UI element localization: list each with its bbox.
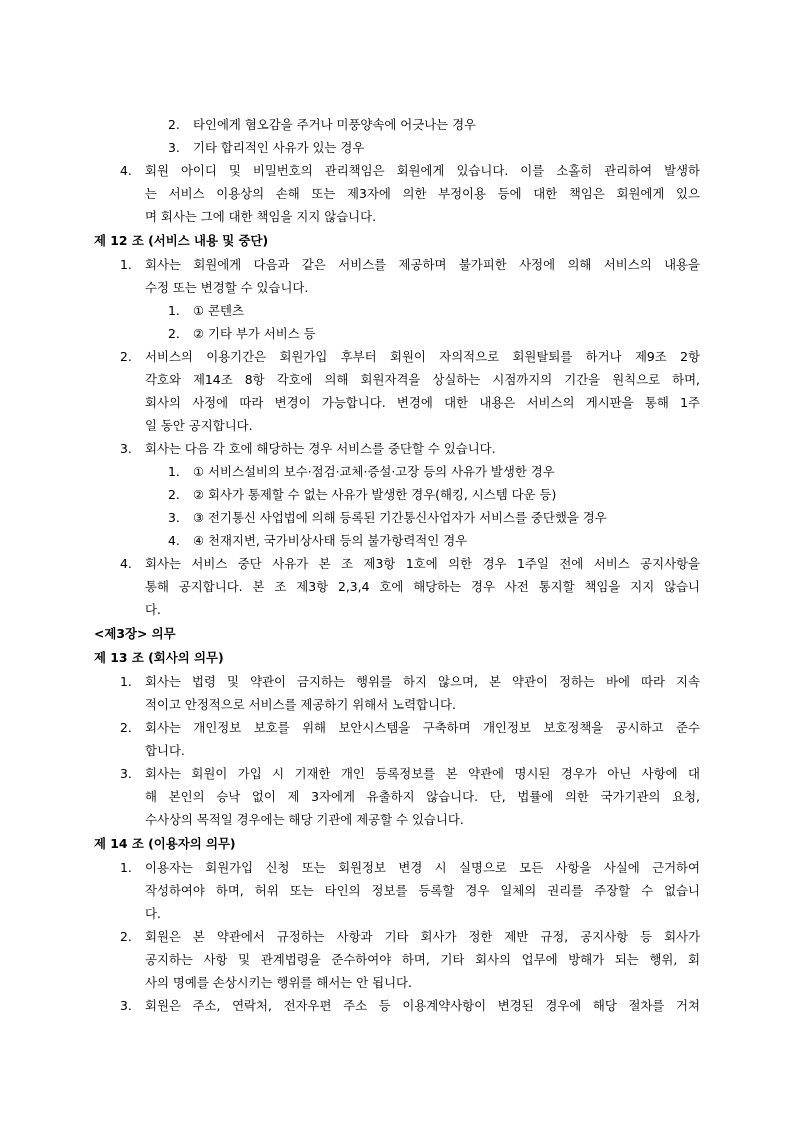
chapter-heading: <제3장> 의무 [94,626,176,641]
list-number: 4. [120,556,132,571]
paragraph-line: 회사의 사정에 따라 변경이 가능합니다. 변경에 대한 내용은 서비스의 게시판을 통해 1주 [145,395,700,410]
sub-item-text: ② 회사가 통제할 수 없는 사유가 발생한 경우(해킹, 시스템 다운 등) [193,487,557,502]
paragraph-line: 회사는 회원에게 다음과 같은 서비스를 제공하며 불가피한 사정에 의해 서비스의 내용을 [145,257,700,272]
list-number: 2. [120,929,132,944]
paragraph-line: 회사는 법령 및 약관이 금지하는 행위를 하지 않으며, 본 약관이 정하는 바에 따라 지속 [145,674,700,689]
paragraph-line: 며 회사는 그에 대한 책임을 지지 않습니다. [145,209,377,224]
paragraph-line: 작성하여야 하며, 허위 또는 타인의 정보를 등록할 경우 일체의 권리를 주장할 수 없습니 [145,883,700,898]
list-number: 2. [168,487,180,502]
sub-item-text: ③ 전기통신 사업법에 의해 등록된 기간통신사업자가 서비스를 중단했을 경우 [193,510,607,525]
sub-item-text: ① 서비스설비의 보수·점검·교체·증설·고장 등의 사유가 발생한 경우 [193,464,555,479]
paragraph-line: 이용자는 회원가입 신청 또는 회원정보 변경 시 실명으로 모든 사항을 사실에 근거하여 [145,860,700,875]
paragraph-line: 다. [145,906,161,921]
paragraph-line: 회사는 회원이 가입 시 기재한 개인 등록정보를 본 약관에 명시된 경우가 아닌 사항에 대 [145,766,700,781]
paragraph-line: 다. [145,602,161,617]
paragraph-line: 회사는 다음 각 호에 해당하는 경우 서비스를 중단할 수 있습니다. [145,441,496,456]
paragraph-line: 통해 공지합니다. 본 조 제3항 2,3,4 호에 해당하는 경우 사전 통지할 책임을 지지 않습니 [145,579,700,594]
sub-item-text: ④ 천재지변, 국가비상사태 등의 불가항력적인 경우 [193,533,468,548]
paragraph-line: 공지하는 사항 및 관계법령을 준수하여야 하며, 기타 회사의 업무에 방해가 되는 행위, 회 [145,952,700,967]
paragraph-line: 회원은 본 약관에서 규정하는 사항과 기타 회사가 정한 제반 규정, 공지사항 등 회사가 [145,929,700,944]
paragraph-line: 해 본인의 승낙 없이 제 3자에게 유출하지 않습니다. 단, 법률에 의한 국가기관의 요청, [145,789,700,804]
article-12-heading: 제 12 조 (서비스 내용 및 중단) [94,233,269,248]
paragraph-line: 사의 명예를 손상시키는 행위를 해서는 안 됩니다. [145,975,412,990]
list-number: 2. [120,349,132,364]
list-number: 4. [168,533,180,548]
list-number: 1. [168,464,180,479]
list-number: 3. [120,766,132,781]
sub-item-text: 기타 합리적인 사유가 있는 경우 [193,140,365,155]
paragraph-line: 수정 또는 변경할 수 있습니다. [145,280,309,295]
paragraph-line: 서비스의 이용기간은 회원가입 후부터 회원이 자의적으로 회원탈퇴를 하거나 제9조 2항 [145,349,700,364]
list-number: 3. [120,998,132,1013]
list-number: 3. [168,140,180,155]
paragraph-line: 일 동안 공지합니다. [145,418,253,433]
list-number: 1. [120,674,132,689]
article-14-heading: 제 14 조 (이용자의 의무) [94,836,236,851]
paragraph-line: 회사는 서비스 중단 사유가 본 조 제3항 1호에 의한 경우 1주일 전에 서비스 공지사항을 [145,556,700,571]
list-number: 3. [120,441,132,456]
paragraph-line: 회원은 주소, 연락처, 전자우편 주소 등 이용계약사항이 변경된 경우에 해당 절차를 거쳐 [145,998,700,1013]
sub-item-text: ① 콘텐츠 [193,303,244,318]
paragraph-line: 수사상의 목적일 경우에는 해당 기관에 제공할 수 있습니다. [145,812,464,827]
paragraph-line: 적이고 안정적으로 서비스를 제공하기 위해서 노력합니다. [145,697,456,712]
list-number: 3. [168,510,180,525]
article-13-heading: 제 13 조 (회사의 의무) [94,650,224,665]
list-number: 2. [168,326,180,341]
paragraph-line: 회원 아이디 및 비밀번호의 관리책임은 회원에게 있습니다. 이를 소홀히 관리하여 발생하 [145,163,700,178]
list-number: 1. [120,257,132,272]
list-number: 1. [168,303,180,318]
paragraph-line: 는 서비스 이용상의 손해 또는 제3자에 의한 부정이용 등에 대한 책임은 회원에게 있으 [145,186,700,201]
paragraph-line: 각호와 제14조 8항 각호에 의해 회원자격을 상실하는 시점까지의 기간을 원칙으로 하며, [145,372,700,387]
list-number: 1. [120,860,132,875]
list-number: 2. [168,117,180,132]
sub-item-text: ② 기타 부가 서비스 등 [193,326,316,341]
list-number: 4. [120,163,132,178]
list-number: 2. [120,720,132,735]
sub-item-text: 타인에게 혐오감을 주거나 미풍양속에 어긋나는 경우 [193,117,477,132]
paragraph-line: 합니다. [145,743,185,758]
paragraph-line: 회사는 개인정보 보호를 위해 보안시스템을 구축하며 개인정보 보호정책을 공시하고 준수 [145,720,700,735]
